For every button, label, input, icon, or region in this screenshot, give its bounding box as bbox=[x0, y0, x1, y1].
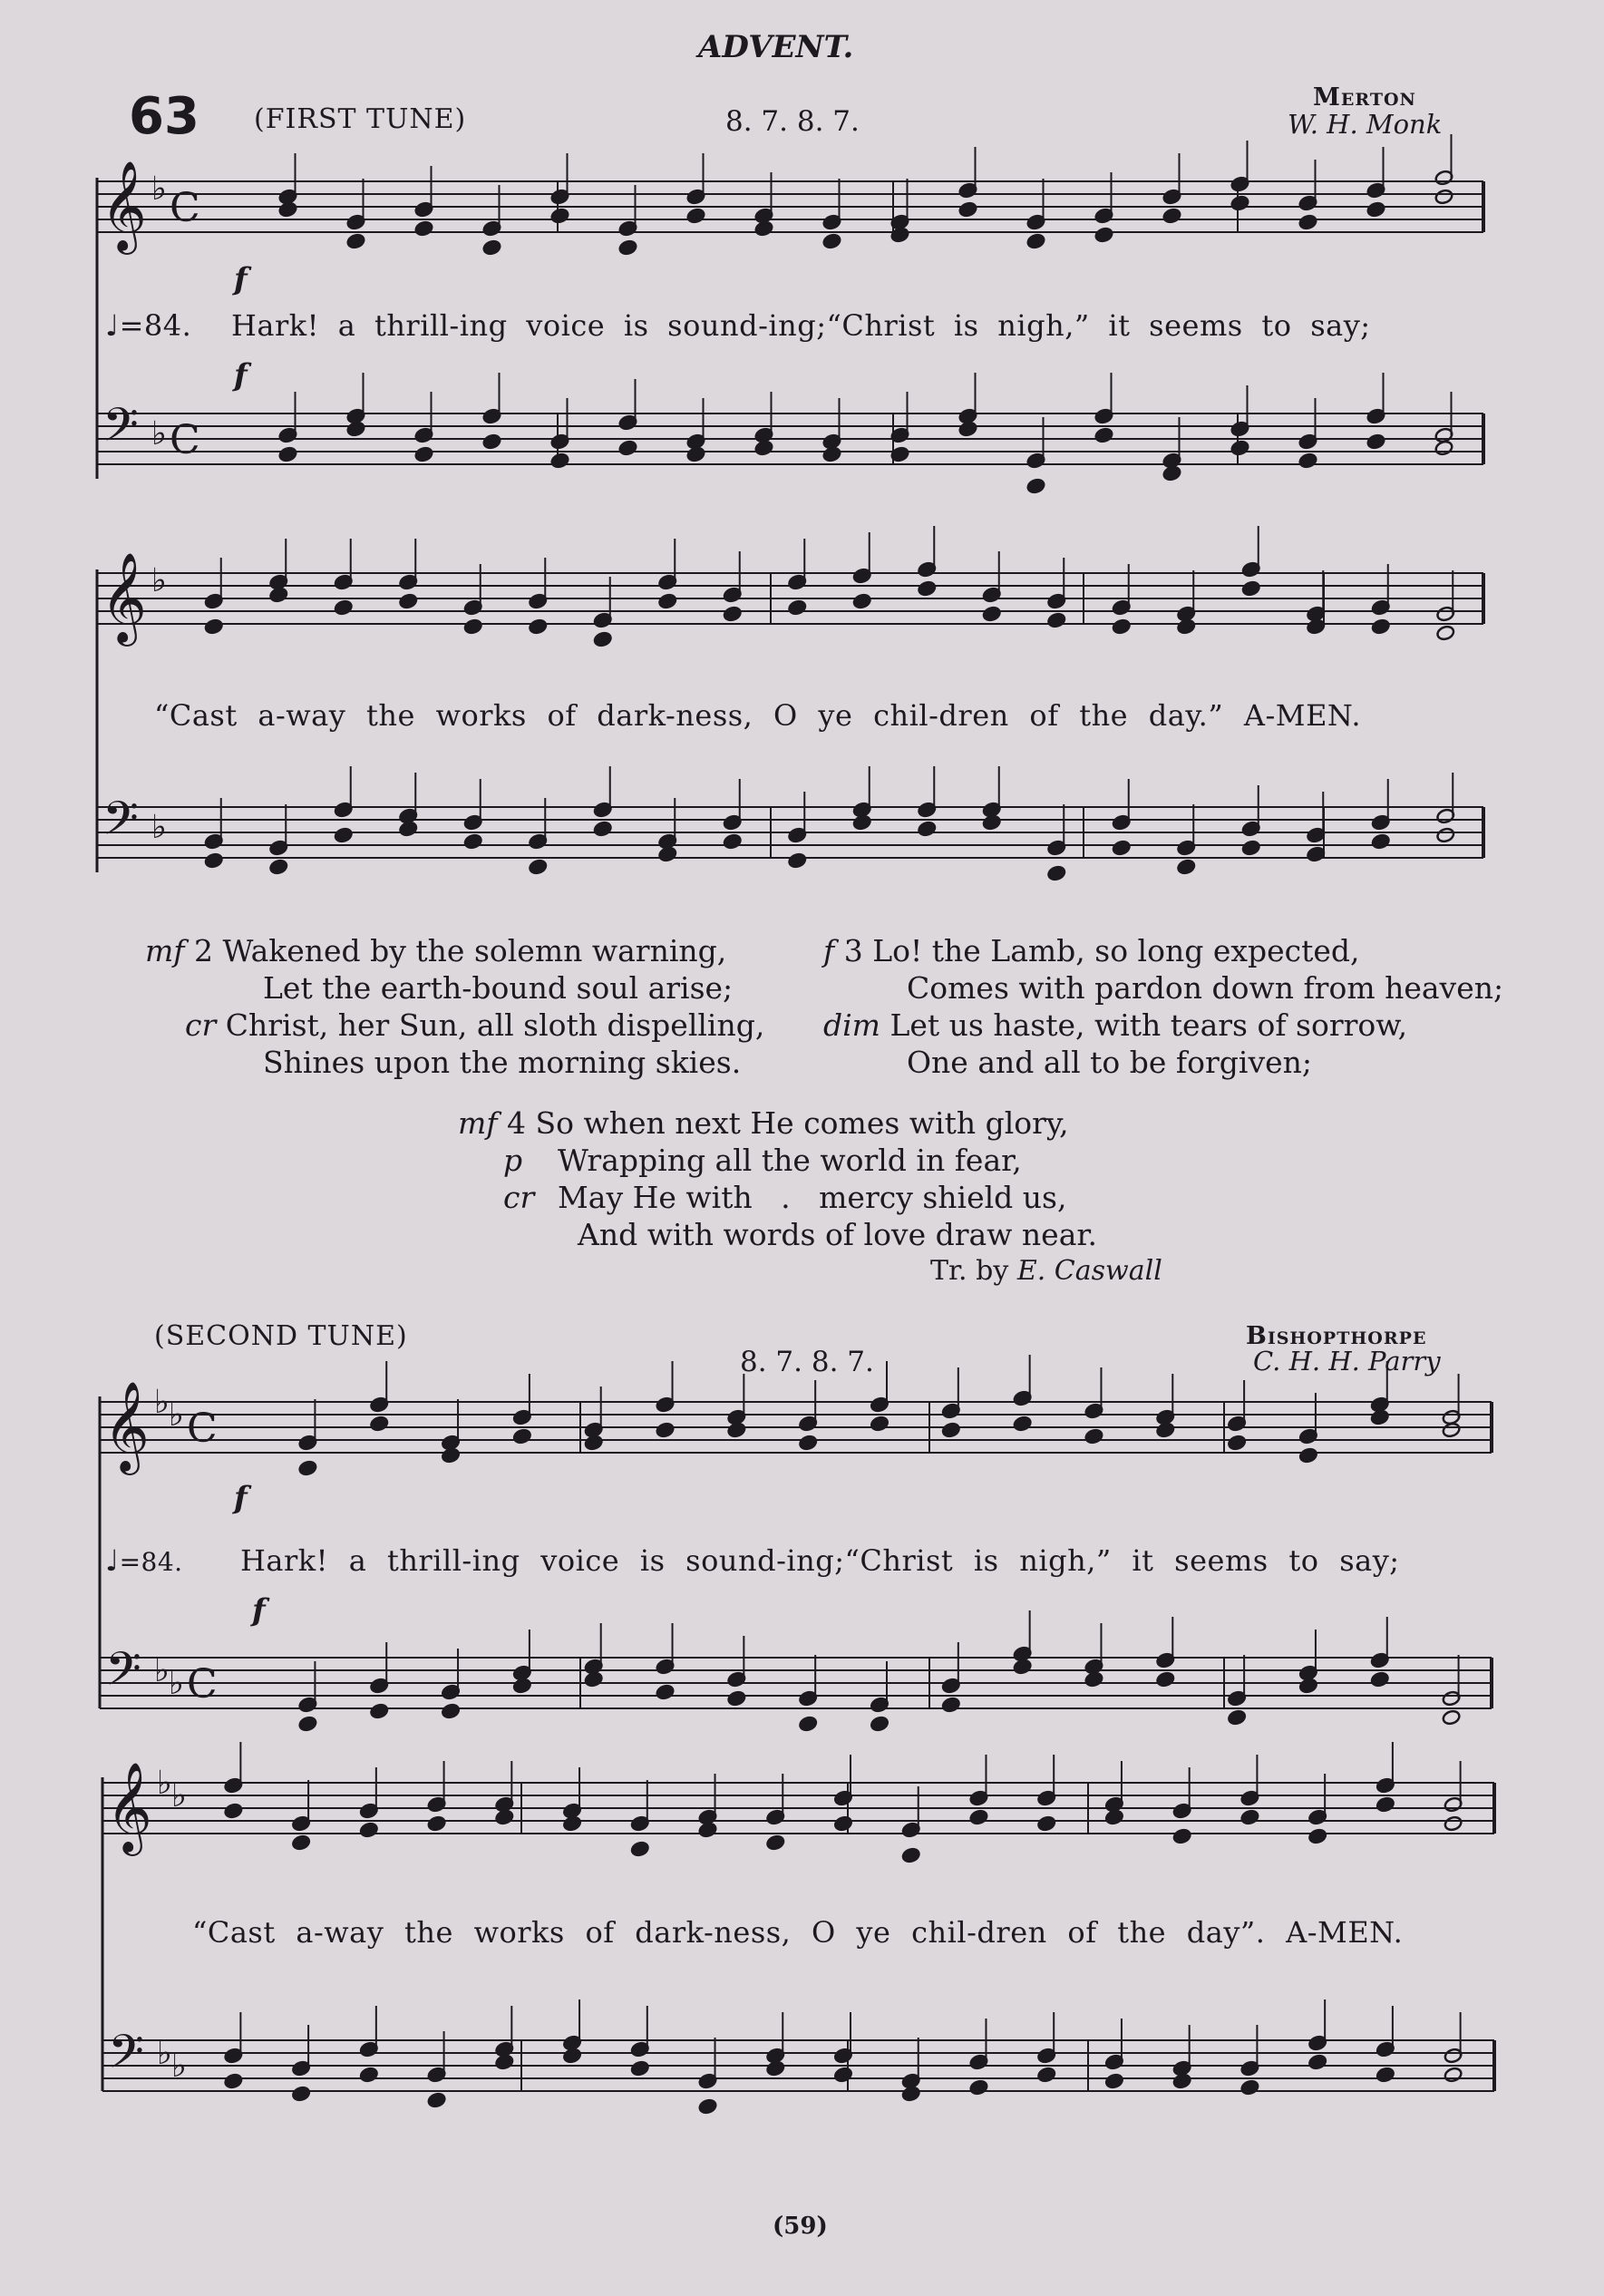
note-head bbox=[969, 2079, 988, 2096]
note-head bbox=[512, 1678, 531, 1694]
note-head bbox=[414, 446, 433, 462]
note-head bbox=[1177, 618, 1196, 635]
note-head bbox=[1366, 201, 1385, 218]
note-head bbox=[1094, 227, 1113, 243]
second-tune-bass-dynamic: f bbox=[252, 1592, 266, 1629]
note-head bbox=[798, 1716, 817, 1732]
note-head bbox=[1172, 1828, 1191, 1844]
note-head bbox=[1013, 1659, 1032, 1675]
note-head bbox=[512, 1428, 531, 1445]
tempo-value: =84. bbox=[119, 308, 192, 343]
note-head bbox=[482, 433, 501, 450]
translator-prefix: Tr. by bbox=[930, 1255, 1009, 1287]
note-head bbox=[1230, 195, 1249, 211]
note-head bbox=[958, 421, 977, 437]
note-head bbox=[562, 1815, 581, 1832]
note-head bbox=[334, 827, 353, 843]
first-tune-label: (FIRST TUNE) bbox=[254, 103, 467, 135]
note-head bbox=[441, 1447, 460, 1464]
note-head bbox=[723, 833, 742, 850]
flat-icon: ♭ bbox=[171, 2048, 187, 2085]
note-head bbox=[1371, 618, 1390, 635]
note-head bbox=[278, 446, 297, 462]
note-head bbox=[1371, 833, 1390, 850]
second-tune-dynamic: f bbox=[234, 1480, 248, 1516]
note-head bbox=[630, 2060, 649, 2077]
note-head bbox=[833, 2067, 852, 2083]
note-head bbox=[852, 814, 871, 831]
note-head bbox=[562, 2048, 581, 2064]
note-head bbox=[427, 2092, 446, 2108]
verse-2-line-3: Christ, her Sun, all sloth dispelling, bbox=[225, 1007, 765, 1043]
note-head bbox=[1436, 625, 1455, 641]
note-head bbox=[370, 1416, 389, 1432]
verse-4-piano-mark: p bbox=[503, 1143, 523, 1178]
note-head bbox=[766, 1834, 785, 1851]
note-head bbox=[1241, 580, 1260, 597]
note-head bbox=[1177, 859, 1196, 875]
translator-credit bbox=[930, 1255, 1162, 1287]
note-head bbox=[1366, 433, 1385, 450]
note-head bbox=[1084, 1671, 1103, 1688]
note-head bbox=[1112, 618, 1131, 635]
second-tune-lyric-line-1: Hark! a thrill-ing voice is sound-ing;“Christ is nigh,” it seems to say; bbox=[240, 1543, 1400, 1578]
verse-3-line-1: Lo! the Lamb, so long expected, bbox=[872, 933, 1360, 968]
verse-2-cresc-mark: cr bbox=[185, 1007, 217, 1043]
note-head bbox=[982, 814, 1001, 831]
verse-4-line-1: So when next He comes with glory, bbox=[535, 1105, 1069, 1141]
note-head bbox=[698, 2098, 717, 2115]
section-title: ADVENT. bbox=[698, 29, 854, 65]
note-head bbox=[656, 1422, 675, 1438]
flat-icon: ♭ bbox=[151, 562, 167, 599]
note-head bbox=[298, 1460, 317, 1476]
note-head bbox=[727, 1422, 746, 1438]
note-head bbox=[1376, 1796, 1395, 1813]
note-head bbox=[1298, 1447, 1317, 1464]
note-head bbox=[1227, 1435, 1246, 1451]
verse-3-line-3: Let us haste, with tears of sorrow, bbox=[889, 1007, 1408, 1043]
note-head bbox=[1240, 1809, 1259, 1825]
verse-2-line-2: Let the earth-bound soul arise; bbox=[263, 970, 734, 1006]
common-time-icon: C bbox=[170, 417, 200, 463]
flat-icon: ♭ bbox=[151, 809, 167, 846]
note-head bbox=[698, 1822, 717, 1838]
first-tune-lyric-line-1: Hark! a thrill-ing voice is sound-ing;“Christ is nigh,” it seems to say; bbox=[231, 308, 1371, 343]
note-head bbox=[441, 1703, 460, 1719]
verse-2-line-1: Wakened by the solemn warning, bbox=[222, 933, 727, 968]
note-head bbox=[584, 1435, 603, 1451]
note-head bbox=[618, 239, 637, 256]
verse-4-line-4: And with words of love draw near. bbox=[578, 1217, 1098, 1252]
note-head bbox=[463, 618, 482, 635]
note-head bbox=[686, 208, 705, 224]
note-head bbox=[1307, 846, 1326, 862]
note-head bbox=[1307, 618, 1326, 635]
note-head bbox=[630, 1841, 649, 1857]
crotchet-icon: ♩ bbox=[105, 1543, 120, 1578]
note-head bbox=[1370, 1409, 1389, 1425]
note-head bbox=[1444, 2067, 1463, 2083]
flat-icon: ♭ bbox=[151, 170, 167, 208]
note-head bbox=[1442, 1422, 1461, 1438]
treble-clef-icon: 𝄞 bbox=[106, 1762, 152, 1853]
note-head bbox=[278, 201, 297, 218]
verse-3-num: 3 bbox=[843, 933, 863, 968]
second-tune-meter: 8. 7. 8. 7. bbox=[740, 1346, 874, 1378]
note-head bbox=[982, 606, 1001, 622]
verse-2-num: 2 bbox=[194, 933, 214, 968]
treble-clef-icon: 𝄞 bbox=[101, 552, 147, 643]
first-tune-meter: 8. 7. 8. 7. bbox=[725, 105, 860, 138]
note-head bbox=[346, 421, 365, 437]
first-tune-lyric-line-2: “Cast a-way the works of dark-ness, O ye chil-dren of the day.” A-MEN. bbox=[154, 698, 1362, 733]
note-head bbox=[1026, 478, 1045, 494]
note-head bbox=[658, 846, 677, 862]
note-head bbox=[1047, 612, 1066, 628]
note-head bbox=[291, 2086, 310, 2102]
flat-icon: ♭ bbox=[157, 2035, 172, 2072]
note-head bbox=[1436, 827, 1455, 843]
first-tune-dynamic: f bbox=[234, 261, 248, 297]
note-head bbox=[1442, 1709, 1461, 1726]
common-time-icon: C bbox=[187, 1661, 218, 1707]
second-tune-name: Bishopthorpe bbox=[1246, 1322, 1427, 1350]
note-head bbox=[901, 2086, 920, 2102]
bass-clef-icon: 𝄢 bbox=[108, 2024, 144, 2090]
verse-3 bbox=[823, 932, 1503, 1081]
note-head bbox=[788, 852, 807, 869]
note-head bbox=[1047, 865, 1066, 881]
hymn-number: 63 bbox=[129, 87, 199, 146]
note-head bbox=[822, 233, 841, 249]
note-head bbox=[399, 593, 418, 609]
note-head bbox=[495, 2054, 514, 2070]
common-time-icon: C bbox=[170, 185, 200, 231]
note-head bbox=[269, 859, 288, 875]
note-head bbox=[870, 1716, 889, 1732]
note-head bbox=[941, 1697, 960, 1713]
note-head bbox=[1230, 440, 1249, 456]
bass-clef-icon: 𝄢 bbox=[102, 791, 139, 857]
first-tune-composer: W. H. Monk bbox=[1288, 109, 1443, 140]
verse-4 bbox=[458, 1104, 1097, 1253]
verse-3-line-2: Comes with pardon down from heaven; bbox=[907, 970, 1504, 1006]
bass-clef-icon: 𝄢 bbox=[102, 397, 139, 463]
note-head bbox=[1172, 2073, 1191, 2089]
note-head bbox=[593, 631, 612, 647]
second-tune-label: (SECOND TUNE) bbox=[154, 1320, 408, 1352]
note-head bbox=[204, 618, 223, 635]
verse-2-line-4: Shines upon the morning skies. bbox=[263, 1045, 742, 1080]
note-head bbox=[798, 1435, 817, 1451]
note-head bbox=[1037, 2067, 1056, 2083]
note-head bbox=[1240, 2079, 1259, 2096]
second-tune-composer: C. H. H. Parry bbox=[1253, 1346, 1441, 1377]
verse-4-line-3: May He with . mercy shield us, bbox=[558, 1180, 1067, 1215]
flat-icon: ♭ bbox=[169, 1665, 184, 1702]
note-head bbox=[399, 821, 418, 837]
note-head bbox=[901, 1847, 920, 1863]
note-head bbox=[870, 1416, 889, 1432]
note-head bbox=[463, 833, 482, 850]
verse-3-dim-mark: dim bbox=[823, 1007, 880, 1043]
verse-4-num: 4 bbox=[507, 1105, 527, 1141]
note-head bbox=[1037, 1815, 1056, 1832]
tempo-value: =84. bbox=[119, 1547, 183, 1577]
note-head bbox=[584, 1671, 603, 1688]
note-head bbox=[224, 1803, 243, 1819]
note-head bbox=[482, 239, 501, 256]
note-head bbox=[334, 599, 353, 616]
note-head bbox=[727, 1690, 746, 1707]
verse-4-mark: mf bbox=[458, 1105, 498, 1141]
verse-4-line-2: Wrapping all the world in fear, bbox=[558, 1143, 1022, 1178]
note-head bbox=[656, 1684, 675, 1700]
note-head bbox=[1112, 840, 1131, 856]
verse-3-line-4: One and all to be forgiven; bbox=[907, 1045, 1312, 1080]
note-head bbox=[1084, 1428, 1103, 1445]
verse-3-mark: f bbox=[823, 933, 835, 968]
note-head bbox=[370, 1703, 389, 1719]
note-head bbox=[833, 1815, 852, 1832]
note-head bbox=[1308, 2054, 1327, 2070]
note-head bbox=[291, 1834, 310, 1851]
note-head bbox=[359, 2067, 378, 2083]
note-head bbox=[204, 852, 223, 869]
second-tune-tempo bbox=[105, 1543, 183, 1578]
treble-clef-icon: 𝄞 bbox=[103, 1381, 150, 1472]
flat-icon: ♭ bbox=[151, 415, 167, 452]
verse-4-cresc-mark: cr bbox=[503, 1180, 535, 1215]
note-head bbox=[529, 859, 548, 875]
note-head bbox=[529, 618, 548, 635]
note-head bbox=[1094, 427, 1113, 443]
note-head bbox=[1370, 1671, 1389, 1688]
page-number: (59) bbox=[773, 2213, 828, 2240]
note-head bbox=[550, 452, 569, 469]
second-tune-lyric-line-2: “Cast a-way the works of dark-ness, O ye chil-dren of the day”. A-MEN. bbox=[192, 1915, 1404, 1950]
note-head bbox=[723, 606, 742, 622]
note-head bbox=[788, 599, 807, 616]
note-head bbox=[1241, 840, 1260, 856]
flat-icon: ♭ bbox=[154, 1652, 170, 1689]
note-head bbox=[495, 1809, 514, 1825]
crotchet-icon: ♩ bbox=[105, 308, 120, 343]
note-head bbox=[1026, 233, 1045, 249]
first-tune-tempo bbox=[105, 308, 191, 343]
note-head bbox=[1013, 1416, 1032, 1432]
note-head bbox=[1376, 2067, 1395, 2083]
note-head bbox=[550, 208, 569, 224]
note-head bbox=[269, 587, 288, 603]
note-head bbox=[1156, 1422, 1175, 1438]
note-head bbox=[766, 2060, 785, 2077]
note-head bbox=[1162, 208, 1181, 224]
translator-name: E. Caswall bbox=[1016, 1255, 1162, 1287]
bass-clef-icon: 𝄢 bbox=[105, 1641, 141, 1707]
note-head bbox=[969, 1809, 988, 1825]
note-head bbox=[1104, 2073, 1123, 2089]
flat-icon: ♭ bbox=[157, 1765, 172, 1802]
note-head bbox=[1298, 214, 1317, 230]
flat-icon: ♭ bbox=[169, 1396, 184, 1434]
note-head bbox=[1162, 465, 1181, 482]
note-head bbox=[686, 446, 705, 462]
note-head bbox=[1298, 452, 1317, 469]
note-head bbox=[754, 440, 773, 456]
note-head bbox=[822, 446, 841, 462]
note-head bbox=[414, 220, 433, 237]
flat-icon: ♭ bbox=[154, 1384, 170, 1421]
note-head bbox=[1308, 1828, 1327, 1844]
note-head bbox=[754, 220, 773, 237]
note-head bbox=[618, 440, 637, 456]
note-head bbox=[1156, 1671, 1175, 1688]
note-head bbox=[1434, 440, 1453, 456]
note-head bbox=[1444, 1815, 1463, 1832]
note-head bbox=[941, 1422, 960, 1438]
verse-2-mark: mf bbox=[145, 933, 185, 968]
note-head bbox=[427, 1815, 446, 1832]
note-head bbox=[958, 201, 977, 218]
note-head bbox=[298, 1716, 317, 1732]
common-time-icon: C bbox=[187, 1406, 218, 1452]
note-head bbox=[1298, 1678, 1317, 1694]
note-head bbox=[346, 233, 365, 249]
note-head bbox=[593, 821, 612, 837]
note-head bbox=[1227, 1709, 1246, 1726]
first-tune-name: Merton bbox=[1313, 83, 1416, 112]
note-head bbox=[658, 593, 677, 609]
note-head bbox=[1104, 1809, 1123, 1825]
note-head bbox=[224, 2073, 243, 2089]
note-head bbox=[918, 821, 937, 837]
flat-icon: ♭ bbox=[171, 1777, 187, 1814]
verse-2 bbox=[145, 932, 764, 1081]
note-head bbox=[852, 593, 871, 609]
note-head bbox=[1434, 189, 1453, 205]
treble-clef-icon: 𝄞 bbox=[101, 161, 147, 251]
note-head bbox=[918, 580, 937, 597]
note-head bbox=[359, 1822, 378, 1838]
first-tune-bass-dynamic: f bbox=[234, 357, 248, 394]
